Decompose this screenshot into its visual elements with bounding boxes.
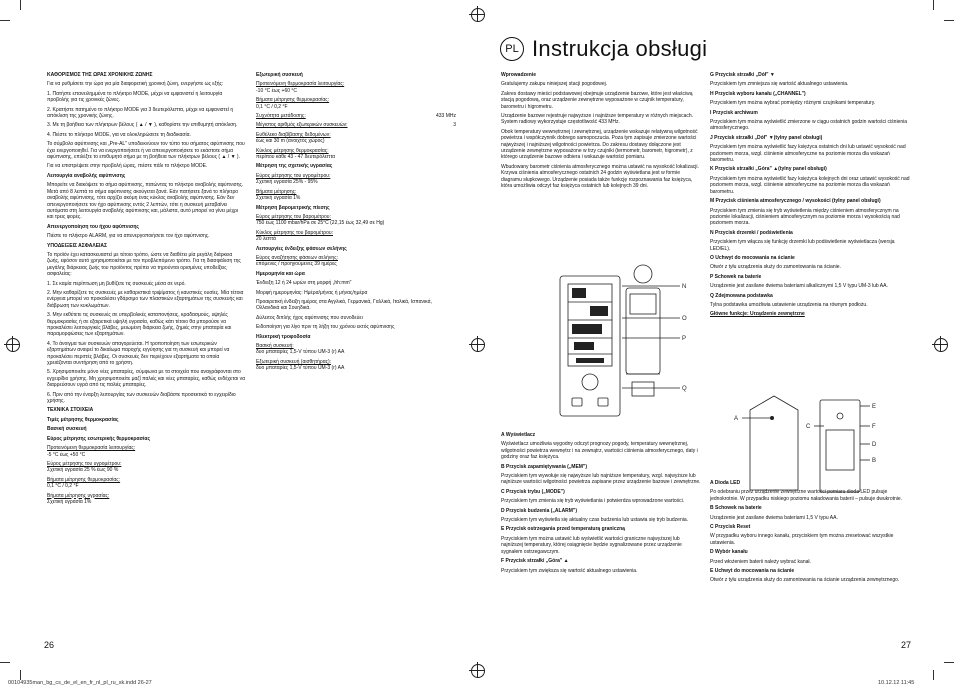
- section-heading: Απενεργοποίηση του ήχου αφύπνισης: [47, 223, 139, 230]
- paragraph: Przyciskiem tym zmienia się tryb wyświetlenia między ciśnieniem atmosferycznym na poziomie lokalizacji, ciśnieniem atmosferycznym na poziomie morza i wysokością nad poziomem morza.: [710, 207, 900, 227]
- paragraph: Przyciskiem tym zwiększa się wartość aktualnego ustawienia.: [501, 567, 638, 574]
- paragraph: Otwór z tyłu urządzenia służy do zamontowania na ścianie.: [710, 264, 841, 271]
- paragraph: Δύλειτος διπλής ήχος αφύπνισης που συνοδεύει: [256, 314, 363, 321]
- paragraph: Wbudowany barometr ciśnienia atmosferycznego można ustawić na wysokość lokalizacji. Krzywa ciśnienia atmosferycznego ostatnich 24 godzin wyświetlana jest w formie diagramu słupkowego. Urządzenie posiada także funkcję rozpoznawania faz księżyca, która umożliwia odczyt faz księżyca ostatnich lub kolejnych 39 dni.: [501, 163, 699, 190]
- callout-n: N: [682, 284, 687, 290]
- section-heading: ΤΕΧΝΙΚΑ ΣΤΟΙΧΕΙΑ: [47, 407, 94, 414]
- print-slug-file: 00104935man_bg_cs_de_el_en_fr_nl_pl_ru_sk.indd 26-27: [8, 680, 152, 686]
- field-label: Βήματα μέτρησης θερμοκρασίας:: [256, 97, 330, 104]
- print-slug-date: 10.12.12 11:45: [878, 680, 915, 686]
- field-label: Βήματα μέτρησης θερμοκρασίας:: [47, 476, 121, 483]
- paragraph: Po odebraniu przez urządzenie zewnętrzne wartości pomiaru dioda LED pulsuje jednokrotnie. W przypadku niskiego poziomu naładowania baterii – pulsuje dwukrotnie.: [710, 489, 903, 502]
- section-heading: Μέτρηση της σχετικής υγρασίας: [256, 163, 333, 170]
- paragraph: 1. Πατήστε επανειλημμένα το πλήκτρο MODE, μέχρι να εμφανιστεί η λειτουργία προβολής για τις χρονικές ζώνες.: [47, 90, 223, 104]
- section-heading: Εύρος μέτρησης εσωτερικής θερμοκρασίας: [47, 435, 151, 442]
- field-label: Βήματα μέτρησης:: [256, 188, 297, 195]
- section-heading: O Uchwyt do mocowania na ścianie: [710, 254, 795, 261]
- paragraph: επόμενες / προηγούμενες 39 ημέρες: [256, 261, 337, 268]
- paragraph: 750 έως 1100 mbar/hPa σε 25°C (22,15 έως 32,49 σε Hg): [256, 220, 385, 227]
- right-column-2: [710, 72, 910, 321]
- section-heading: Βασική συσκευή: [47, 426, 87, 433]
- section-heading: ΚΑΘΟΡΙΣΜΟΣ ΤΗΣ ΩΡΑΣ ΧΡΟΝΙΚΗΣ ΖΩΝΗΣ: [47, 72, 153, 78]
- paragraph: Σχετική υγρασία 1%: [256, 195, 301, 202]
- section-heading: Μέτρηση βαρομετρικής πίεσης: [256, 204, 330, 211]
- paragraph: Για να ρυθμίσετε την ώρα για μία διαφορετική χρονική ζώνη, ενεργήστε ως εξής:: [47, 81, 224, 88]
- right-column-1b: [501, 432, 701, 577]
- section-heading: B Przycisk zapamiętywania („MEM"): [501, 463, 588, 470]
- callout-q: Q: [682, 386, 687, 392]
- paragraph: 2. Μην καθαρίζετε τις συσκευές με καθαριστικά τριψίματος ή καυστικές ουσίες. Μία τέτοια ενέργεια μπορεί να προκαλέσει γδάρσιμο των πλαστικών εξαρτημάτων της συσκευής και διάβρωση των κυκλωμάτων.: [47, 289, 244, 309]
- spec-label: Συχνότητα μετάδοσης:: [256, 113, 306, 120]
- crop-mark: [933, 0, 934, 10]
- page-number-right: 27: [901, 640, 912, 650]
- title-text: Instrukcja obsługi: [532, 36, 708, 61]
- section-heading: Q Zdejmowana podstawka: [710, 292, 773, 299]
- section-heading: B Schowek na baterie: [710, 505, 762, 512]
- spec-value: 433 MHz: [435, 113, 456, 120]
- section-heading: C Przycisk trybu („MODE"): [501, 488, 565, 495]
- left-column-2: [256, 72, 456, 375]
- paragraph: Το σύμβολο αφύπνισης και „Pre-AL" υποδεικνύουν τον τύπο του σήματος αφύπνισης που έχει ενεργοποιηθεί. Για να ενεργοποιήσετε ή να απενεργοποιήσετε το εκάστοτε σήμα αφύπνισης, επιλέξτε το επιθυμητό σήμα με τη βοήθεια των πλήκτρων βέλους ( ▲ / ▼ ).: [47, 141, 245, 161]
- paragraph: Przyciskiem tym zmienia się tryb wyświetlania i potwierdza wprowadzone wartości.: [501, 498, 685, 505]
- paragraph: Zakres dostawy mieści podstawowej obejmuje urządzenie bazowe, które jest właściwą stacją pogodową, oraz urządzenie zewnętrzne wyposażone w czujnik temperatury, barometru i higrometru.: [501, 90, 693, 110]
- crop-mark: [933, 670, 934, 680]
- field-label: Κύκλος μέτρησης του βαρομέτρου:: [256, 229, 333, 236]
- section-heading: E Uchwyt do mocowania na ścianie: [710, 568, 795, 575]
- page-title: [500, 36, 707, 62]
- paragraph: 3. Μην εκθέτετε τις συσκευές σε υπερβολικές καταπονήσεις, κραδασμούς, υψηλές θερμοκρασίες ή σε εξαιρετικά υψηλή υγρασία, καθώς κάτι τέτοιο θα μπορούσε να προκαλέσει λειτουργικές βλάβες, μειωμένη διάρκεια ζωής, ζημιές στην μπαταρία και παραμορφώσεις των εξαρτημάτων.: [47, 312, 232, 338]
- crop-mark: [0, 662, 10, 663]
- paragraph: Przyciskiem tym można wyświetlić fazy księżyca ostatnich dni lub ustawić wysokość nad poziomem morza, wzgl. ciśnienie atmosferyczne na poziomie morza dla wskazań barometru.: [710, 144, 906, 164]
- spec-row: [256, 122, 456, 128]
- callout-e: E: [872, 404, 877, 410]
- section-heading: Λειτουργία αναβολής αφύπνισης: [47, 172, 126, 179]
- callout-f: F: [872, 424, 876, 430]
- paragraph: Przed włożeniem baterii należy wybrać kanał.: [710, 558, 811, 565]
- callout-p: P: [682, 336, 687, 342]
- outdoor-sensor-illustration: [720, 390, 880, 510]
- callout-d: D: [872, 442, 877, 448]
- registration-mark-center-bottom: [471, 664, 485, 678]
- field-label: Προτεινόμενη θερμοκρασία λειτουργίας:: [47, 445, 136, 452]
- paragraph: Μορφή ημερομηνίας: Ημέρα/μήνας ή μήνας/ημέρα: [256, 289, 368, 296]
- paragraph: Για να επιστρέψετε στην προβολή ώρας, πιέστε πάλι το πλήκτρο MODE.: [47, 163, 208, 170]
- section-heading: G Przycisk strzałki „Dół" ▼: [710, 72, 775, 78]
- callout-c: C: [806, 424, 811, 430]
- right-column-1: [501, 72, 701, 193]
- paragraph: 1. Σε καμία περίπτωση μη βυθίζετε τις συσκευές μέσα σε νερό.: [47, 280, 186, 287]
- paragraph: 3. Με τη βοήθεια των πλήκτρων βέλους ( ▲ / ▼ ), καθορίστε την επιθυμητή απόκλιση.: [47, 122, 238, 129]
- paragraph: Urządzenie jest zasilane dwiema bateriami alkalicznymi 1,5 V typu UM-3 lub AA.: [710, 283, 888, 290]
- callout-b: B: [872, 458, 877, 464]
- paragraph: -10 °C έως +60 °C: [256, 87, 298, 94]
- spec-value: 3: [453, 122, 456, 129]
- paragraph: Πιέστε το πλήκτρο ALARM, για να απενεργοποιήσετε τον ήχο αφύπνισης.: [47, 233, 210, 240]
- field-label: Εύρος αναζήτησης φάσεων σελήνης:: [256, 254, 339, 261]
- paragraph: Przyciskiem tym można wyświetlić zmierzone w ciągu ostatnich godzin wartości ciśnienia atmosferycznego.: [710, 119, 908, 132]
- registration-mark-right: [934, 338, 948, 352]
- section-heading: P Schowek na baterie: [710, 273, 762, 280]
- paragraph: Ένδειξη 12 ή 24 ωρών στη μορφή „hh:mm": [256, 280, 352, 287]
- paragraph: Przyciskiem tym zmniejsza się wartość aktualnego ustawienia.: [710, 81, 849, 88]
- callout-o: O: [682, 316, 687, 322]
- registration-mark-center: [471, 338, 485, 352]
- paragraph: 0,1 °C / 0,2 °F: [47, 483, 79, 490]
- weather-station-illustration: [540, 258, 700, 428]
- crop-mark: [944, 662, 954, 663]
- crop-mark: [20, 0, 21, 10]
- paragraph: περίπου κάθε 43 - 47 δευτερόλεπτα: [256, 154, 336, 161]
- paragraph: Προαιρετική ένδειξη ημέρας στα Αγγλικά, Γερμανικά, Γαλλικά, Ιταλικά, Ισπανικά, Ολλανδικά και Σουηδικά.: [256, 298, 432, 312]
- section-heading: A Dioda LED: [710, 480, 741, 486]
- paragraph: Przyciskiem tym wywołuje się najwyższe lub najniższe temperatury, wzgl. najwyższe lub najniższe wartości wilgotności powietrza zapisane przez urządzenie bazowe i zewnętrzne.: [501, 473, 701, 486]
- paragraph: Το προϊόν έχει κατασκευαστεί με τέτοιο τρόπο, ώστε να διαθέτει μία μεγάλη διάρκεια ζωής, εφόσον αυτό χρησιμοποιείται με τον προβλεπόμενο τρόπο. Για τη διασφάλιση της μεγάλης διάρκειας ζωής του προϊόντος πρέπει να τηρούνται ορισμένες υποδείξεις ασφαλείας:: [47, 251, 241, 278]
- section-heading: Ημερομηνία και ώρα: [256, 270, 305, 277]
- section-heading: J Przycisk strzałki „Dół" ▼(tylny panel obsługi): [710, 134, 823, 141]
- section-heading: C Przycisk Reset: [710, 524, 751, 531]
- paragraph: Urządzenie jest zasilane dwiema bateriami 1,5 V typu AA.: [710, 514, 838, 521]
- section-heading: Główne funkcje: Urządzenie zewnętrzne: [710, 311, 805, 318]
- paragraph: Przyciskiem tym wyświetla się aktualny czas budzenia lub ustawia się tryb budzenia.: [501, 517, 689, 524]
- paragraph: W przypadku wyboru innego kanału, przyciskiem tym można zresetować wszystkie ustawienia.: [710, 533, 894, 546]
- paragraph: Otwór z tyłu urządzenia służy do zamontowania na ścianie urządzenia zewnętrznego.: [710, 577, 900, 584]
- section-heading: D Przycisk budzenia („ALARM"): [501, 507, 577, 514]
- paragraph: Obok temperatury wewnętrznej i zewnętrznej, urządzenie wskazuje relatywną wilgotność powietrza i współczynnik dobrego samopoczucia. Poza tym zapisuje zmierzone wartości najwyższej i najniższej wilgotności powietrza. Do zakresu dostawy dołączone jest urządzenie zewnętrzne wyposażone w trzy czujniki (termometr, barometr, higrometr), z którego urządzenie bazowe odbiera i wskazuje wartości pomiaru.: [501, 128, 698, 161]
- section-heading: Τιμές μέτρησης θερμοκρασίας: [47, 416, 119, 423]
- paragraph: δυο μπαταρίες 1,5-V τύπου UM-3 (r) AA: [256, 349, 345, 356]
- section-heading: A Wyświetlacz: [501, 432, 536, 438]
- section-heading: D Wybór kanału: [710, 549, 748, 556]
- paragraph: Σχετική υγρασία 1%: [47, 498, 92, 505]
- section-heading: N Przycisk drzemki / podświetlenia: [710, 229, 793, 236]
- paragraph: Μπορείτε να διακόψετε το σήμα αφύπνισης, πατώντας το πλήκτρο αναβολής αφύπνισης. Μετά από 8 λεπτά το σήμα αφύπνισης ακούγεται ξανά. Εάν πατήσετε ξανά το πλήκτρο αναβολής αφύπνισης, τότε αρχίζει ακόμη ένας κύκλος αναβολής αφύπνισης. Εάν δεν απενεργοποιήσετε τον ήχο αφύπνισης εντός 2 λεπτών, τότε η συσκευή μεταβαίνει αυτόματα στη λειτουργία αναβολής αφύπνισης και, μάλιστα, αυτό μπορεί να γίνει μέχρι και τρεις φορές.: [47, 182, 244, 221]
- paragraph: Gratulujemy zakupu niniejszej stacji pogodowej.: [501, 81, 608, 88]
- field-label: Εύρος μέτρησης του βαρομέτρου:: [256, 213, 331, 220]
- paragraph: Przyciskiem tym można ustawić lub wyświetlić wartości graniczne najwyższej lub najniższej temperatury, której osiągnięcie będzie sygnalizowane przez urządzenie sygnałem ostrzegawczym.: [501, 535, 682, 555]
- field-label: Εξωτερική συσκευή (αισθητήρας):: [256, 358, 332, 365]
- paragraph: Tylna podstawka umożliwia ustawienie urządzenia na równym podłożu.: [710, 301, 868, 308]
- paragraph: 5. Χρησιμοποιείτε μόνο νέες μπαταρίες, σύμφωνα με τα στοιχεία που αναγράφονται στο εγχειρίδιο χρήσης. Μη χρησιμοποιείτε μαζί παλιές και νέες μπαταρίες, καθώς ενδέχεται να διαρρεύσουν υγρά από τις παλιές μπαταρίες.: [47, 369, 245, 389]
- paragraph: 4. Πιέστε το πλήκτρο MODE, για να ολοκληρώσετε τη διαδικασία.: [47, 131, 191, 138]
- paragraph: 6. Πριν από την έναρξη λειτουργίας των συσκευών διαβάστε προσεκτικά το εγχειρίδιο χρήσης.: [47, 391, 236, 405]
- paragraph: 0,1 °C / 0,2 °F: [256, 103, 288, 110]
- field-label: Ευθέλεκο διαβίβασης δεδομένων:: [256, 131, 331, 138]
- paragraph: Σχετική υγρασία 25% - 95%: [256, 179, 318, 186]
- paragraph: Σχετική υγρασία 25 % έως 90 %: [47, 467, 119, 474]
- paragraph: 20 λεπτά: [256, 236, 276, 243]
- paragraph: Przyciskiem tym można wyświetlić fazy księżyca kolejnych dni oraz ustawić wysokość nad poziomem morza, wzgl. ciśnienie atmosferyczne na poziomie morza dla wskazań barometru.: [710, 175, 910, 195]
- registration-mark-left: [6, 338, 20, 352]
- section-heading: Ηλεκτρική τροφοδοσία: [256, 333, 311, 340]
- section-heading: M Przycisk ciśnienia atmosferycznego / wysokości (tylny panel obsługi): [710, 198, 881, 205]
- paragraph: 2. Κρατήστε πατημένο το πλήκτρο MODE για 3 δευτερόλεπτα, μέχρι να εμφανιστεί η απόκλιση της χρονικής ζώνης.: [47, 106, 234, 120]
- paragraph: Urządzenie bazowe rejestruje najwyższe i najniższe temperatury w różnych miejscach. System radiowy wykorzystuje częstotliwość 433 MHz.: [501, 113, 694, 126]
- registration-mark-center-top: [471, 8, 485, 22]
- left-column-1: [47, 72, 245, 508]
- callout-a: A: [734, 416, 739, 422]
- field-label: Εύρος μέτρησης του υγρομέτρου:: [47, 460, 122, 467]
- field-label: Βήματα μέτρησης υγρασίας:: [47, 492, 110, 499]
- section-heading: F Przycisk strzałki „Góra" ▲: [501, 558, 569, 565]
- page-number-left: 26: [44, 640, 55, 650]
- paragraph: -5 °C έως +50 °C: [47, 451, 86, 458]
- paragraph: Przyciskiem tym włącza się funkcję drzemki lub podświetlenie wyświetlacza (wersja LED/EL).: [710, 239, 895, 252]
- section-heading: Wprowadzenie: [501, 72, 537, 78]
- field-label: Εύρος μέτρησης του υγρομέτρου:: [256, 172, 331, 179]
- section-heading: ΥΠΟΔΕΙΞΕΙΣ ΑΣΦΑΛΕΙΑΣ: [47, 242, 108, 249]
- section-heading: I Przycisk archiwum: [710, 109, 758, 116]
- field-label: Βασική συσκευή:: [256, 343, 294, 349]
- paragraph: Przyciskiem tym można wybrać pomiędzy różnymi czujnikami temperatury.: [710, 100, 876, 107]
- paragraph: Ειδοποίηση για λίγο πριν τη λήξη του χρόνου εκτός αφύπνισης: [256, 324, 395, 331]
- paragraph: δυο μπαταρίες 1,5-V τύπου UM-3 (r) AA: [256, 365, 345, 372]
- section-heading: Λειτουργίες ένδειξης φάσεων σελήνης: [256, 245, 347, 252]
- paragraph: έως και 30 m (ανοιχτός χώρος): [256, 138, 325, 145]
- language-badge: PL: [500, 37, 524, 61]
- spec-label: Μέγιστος αριθμός εξωτερικών συσκευών:: [256, 122, 348, 129]
- field-label: Προτεινόμενη θερμοκρασία λειτουργίας:: [256, 81, 345, 88]
- section-heading: E Przycisk ostrzegania przed temperaturą graniczną: [501, 526, 625, 533]
- section-heading: Εξωτερική συσκευή: [256, 72, 303, 78]
- paragraph: 4. Το άνοιγμα των συσκευών απαγορεύεται. Η τροποποίηση των εσωτερικών εξαρτημάτων αναιρεί το δικαίωμα παροχής εγγύησης για τη συσκευή και μπορεί να προκαλέσει περιττές βλάβες. Οι συσκευές δεν περιέχουν εξαρτήματα τα οποία χρειάζονται συντήρηση από το χρήστη.: [47, 340, 230, 367]
- section-heading: H Przycisk wyboru kanału („CHANNEL"): [710, 90, 806, 97]
- paragraph: Wyświetlacz umożliwia wygodny odczyt prognozy pogody, temperatury wewnętrznej, wilgotności powietrza wewnętrz i na zewnątrz, wartości ciśnienia atmosferycznego, daty i godziny oraz faz księżyca.: [501, 441, 698, 461]
- crop-mark: [0, 20, 10, 21]
- section-heading: K Przycisk strzałki „Góra" ▲(tylny panel obsługi): [710, 166, 827, 173]
- field-label: Κύκλος μέτρησης θερμοκρασίας:: [256, 147, 329, 154]
- spec-row: [256, 113, 456, 119]
- crop-mark: [20, 670, 21, 680]
- crop-mark: [944, 20, 954, 21]
